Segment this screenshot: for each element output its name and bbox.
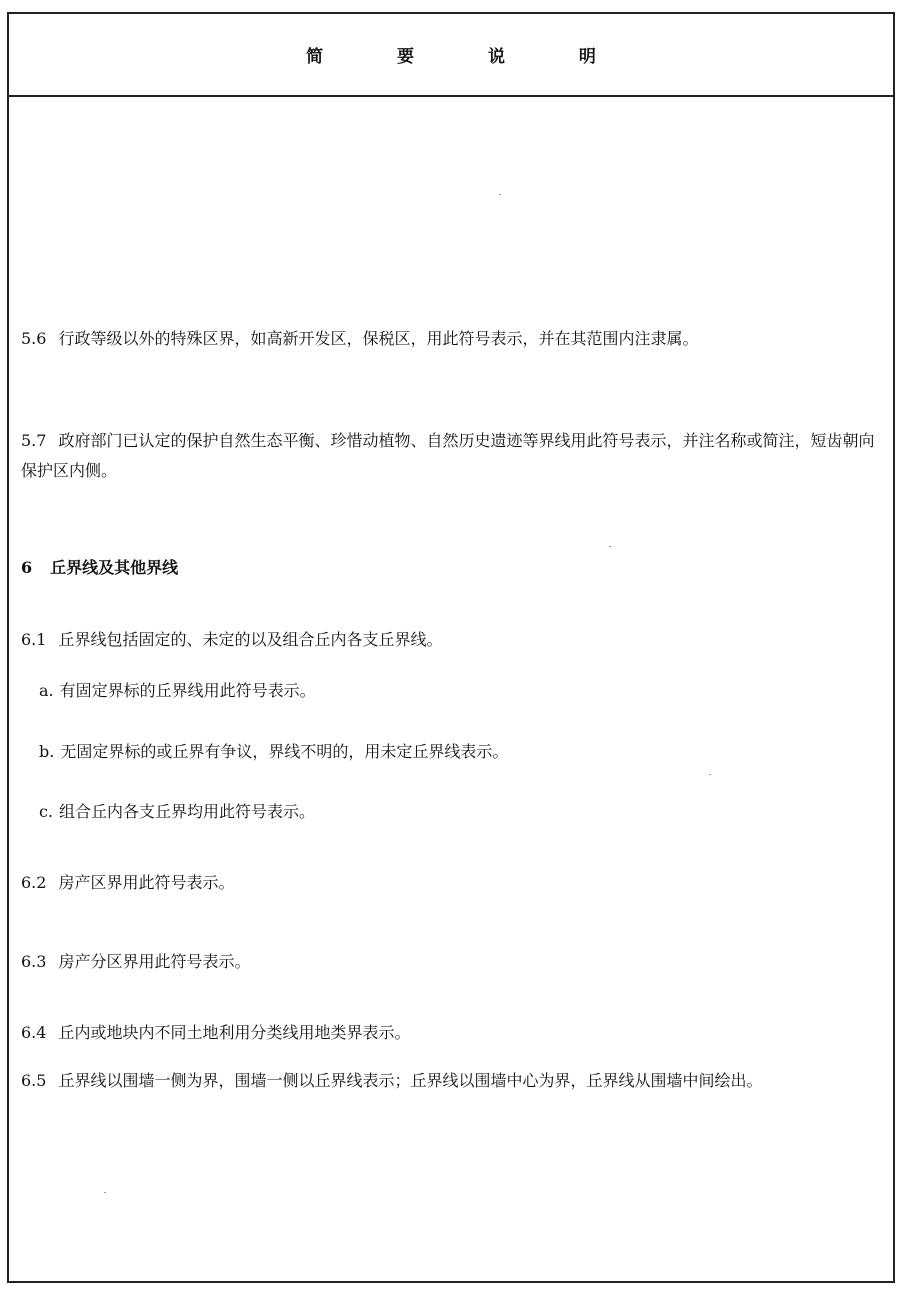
section-title: 丘界线及其他界线 xyxy=(50,558,179,577)
clause-text: 房产分区界用此符号表示。 xyxy=(58,952,251,971)
clause-text: 丘界线包括固定的、未定的以及组合丘内各支丘界线。 xyxy=(58,630,443,649)
section-number: 6 xyxy=(21,558,33,577)
scan-speck xyxy=(104,1192,106,1193)
clause-number: 6.5 xyxy=(21,1071,47,1090)
sub-item-letter: a. xyxy=(39,681,54,700)
clause-number: 6.1 xyxy=(21,630,47,649)
scan-speck xyxy=(499,194,501,195)
clause-6-3 xyxy=(21,947,883,977)
clause-number: 6.4 xyxy=(21,1023,47,1042)
clause-6-1 xyxy=(21,625,883,655)
section-heading-6 xyxy=(21,553,883,583)
page-header xyxy=(9,14,893,97)
sub-item-letter: b. xyxy=(39,742,55,761)
sub-item-letter: c. xyxy=(39,802,54,821)
page-title: 简 要 说 明 xyxy=(306,47,630,67)
clause-6-2 xyxy=(21,868,883,898)
clause-text: 行政等级以外的特殊区界，如高新开发区，保税区，用此符号表示，并在其范围内注隶属。 xyxy=(58,329,699,348)
sub-item-text: 组合丘内各支丘界均用此符号表示。 xyxy=(59,802,316,821)
sub-item-text: 有固定界标的丘界线用此符号表示。 xyxy=(59,681,316,700)
clause-text: 政府部门已认定的保护自然生态平衡、珍惜动植物、自然历史遗迹等界线用此符号表示，并注名称或简注，短齿朝向保护区内侧。 xyxy=(21,431,875,480)
clause-5-6 xyxy=(21,324,883,354)
clause-text: 丘内或地块内不同土地利用分类线用地类界表示。 xyxy=(58,1023,411,1042)
clause-number: 5.7 xyxy=(21,431,47,450)
clause-number: 6.2 xyxy=(21,873,47,892)
clause-text: 丘界线以围墙一侧为界，围墙一侧以丘界线表示；丘界线以围墙中心为界，丘界线从围墙中间绘出。 xyxy=(58,1071,763,1090)
sub-item-c xyxy=(39,797,883,827)
sub-item-text: 无固定界标的或丘界有争议，界线不明的，用未定丘界线表示。 xyxy=(60,742,509,761)
clause-text: 房产区界用此符号表示。 xyxy=(58,873,235,892)
clause-6-5 xyxy=(21,1066,883,1096)
sub-item-a xyxy=(39,676,883,706)
clause-5-7 xyxy=(21,426,883,486)
scan-speck xyxy=(709,774,711,775)
document-frame xyxy=(7,12,895,1283)
clause-number: 6.3 xyxy=(21,952,47,971)
scan-speck xyxy=(609,546,611,547)
clause-6-4 xyxy=(21,1018,883,1048)
clause-number: 5.6 xyxy=(21,329,47,348)
sub-item-b xyxy=(39,737,883,767)
